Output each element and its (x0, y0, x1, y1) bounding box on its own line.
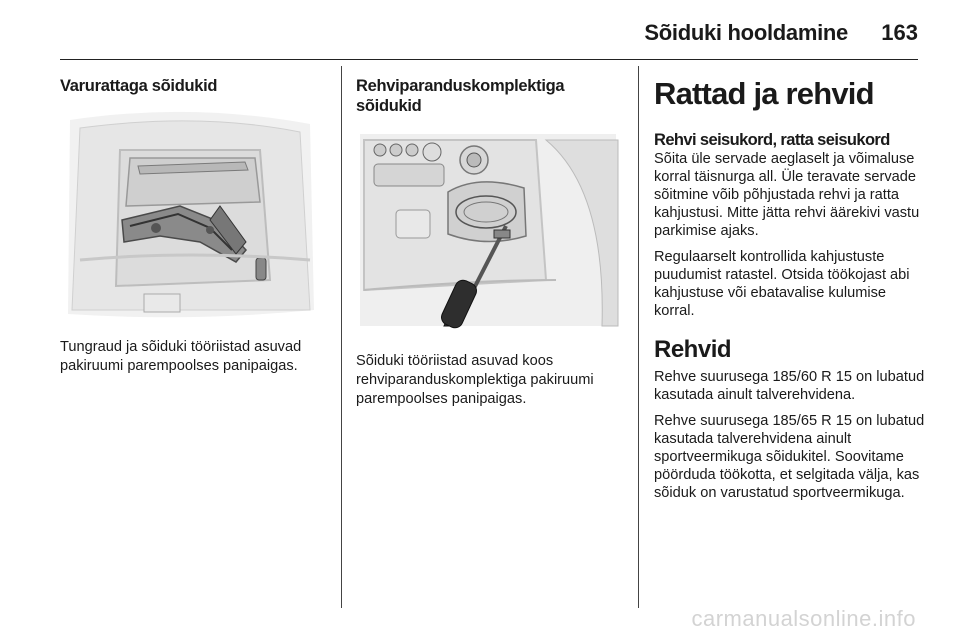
paragraph-inspection: Regulaarselt kontrollida kahjustuste puudumist ratastel. Otsida töökojast abi kahjustuse või ebatavalise kulumise korral. (654, 249, 910, 319)
subheading-tyre-condition: Rehvi seisukord, ratta seisukord (654, 131, 890, 149)
paragraph-tyre-size-2: Rehve suurusega 185/65 R 15 on lubatud kasutada talverehvidena ainult sportveermikuga sõidukitel. Soovitame pöörduda töökotta, et selgitada välja, kas sõiduk on varustatud sportveermikuga. (654, 413, 925, 501)
figure-caption-spare-wheel: Tungraud ja sõiduki tööriistad asuvad pakiruumi parempoolses panipaigas. (60, 339, 302, 374)
repair-kit-illustration (356, 130, 620, 330)
column-wheels-tyres (654, 70, 926, 510)
running-header-title: Sõiduki hooldamine (644, 20, 848, 45)
page-section-title: Rattad ja rehvid (654, 76, 874, 111)
jack-tools-illustration (60, 110, 322, 324)
section-title-tyres: Rehvid (654, 336, 732, 363)
section-heading-repair-kit: Rehviparanduskomplektiga sõidukid (356, 77, 565, 115)
page-number: 163 (881, 20, 918, 45)
paragraph-curbs: Sõita üle servade aeglaselt ja võimaluse korral täisnurga all. Üle teravate servade sõitmine võib põhjustada rehvi ja ratta kahjustusi. Mitte jätta rehvi äärekivi vastu parkimise ajaks. (654, 151, 920, 239)
watermark-text: carmanualsonline.info (691, 606, 916, 631)
column-divider-left (341, 66, 342, 608)
column-repair-kit (356, 70, 626, 409)
column-divider-right (638, 66, 639, 608)
header-rule (60, 59, 918, 60)
paragraph-tyre-size-1: Rehve suurusega 185/60 R 15 on lubatud kasutada ainult talverehvidena. (654, 369, 925, 403)
figure-caption-repair-kit: Sõiduki tööriistad asuvad koos rehviparanduskomplektiga pakiruumi parempoolses panipaigas. (356, 353, 594, 407)
section-heading-spare-wheel: Varurattaga sõidukid (60, 77, 218, 95)
page-header (0, 0, 960, 60)
column-spare-wheel (60, 70, 328, 376)
